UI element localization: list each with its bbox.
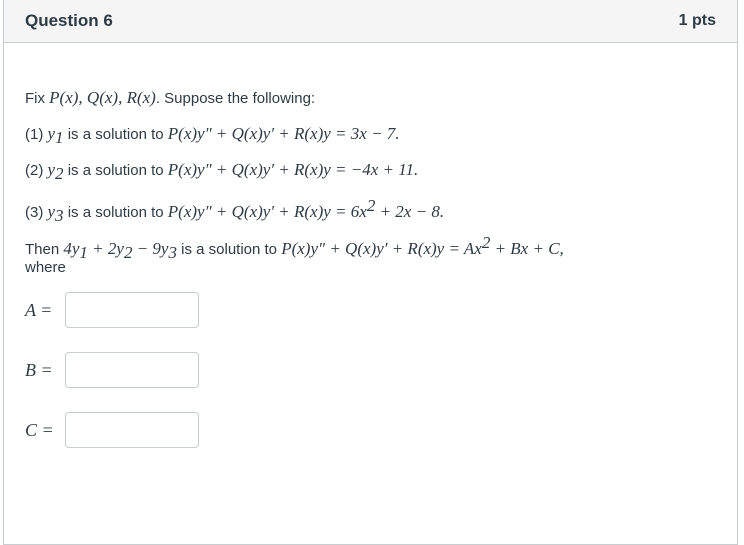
then-text: Then [25, 241, 64, 258]
intro-tail: . Suppose the following: [155, 90, 316, 107]
then-math: − 9y [132, 239, 169, 258]
prompt-item-2 [25, 160, 418, 184]
then-equation: P(x)y″ + Q(x)y′ + R(x)y = Ax [281, 239, 482, 258]
answer-row-a [25, 292, 199, 328]
prompt-item-1 [25, 124, 400, 148]
item-equation-sup: 2 [366, 196, 376, 215]
answer-input-a[interactable] [65, 292, 199, 328]
prompt-intro [25, 88, 315, 108]
question-card [3, 0, 738, 545]
then-mid: is a solution to [176, 241, 282, 258]
item-mid: is a solution to [63, 162, 168, 179]
then-sub: 1 [79, 243, 88, 262]
then-equation-sup: 2 [481, 233, 491, 252]
item-mid: is a solution to [63, 126, 168, 143]
item-prefix: (3) [25, 204, 48, 221]
item-equation: P(x)y″ + Q(x)y′ + R(x)y = 6x [167, 202, 367, 221]
item-sub: 2 [55, 164, 64, 183]
item-prefix: (2) [25, 162, 48, 179]
item-prefix: (1) [25, 126, 48, 143]
question-header [4, 0, 737, 43]
item-var: y [47, 202, 56, 221]
then-sub: 3 [168, 243, 177, 262]
then-equation-tail: + Bx + C, [490, 239, 564, 258]
question-title: Question 6 [25, 11, 113, 30]
question-points: 1 pts [678, 12, 716, 29]
item-sub: 1 [55, 128, 64, 147]
answer-label-c: C = [25, 419, 54, 440]
item-equation-tail: + 2x − 8. [375, 202, 445, 221]
answer-input-b[interactable] [65, 352, 199, 388]
prompt-where: where [25, 259, 66, 276]
prompt-item-3 [25, 196, 444, 226]
item-var: y [47, 124, 56, 143]
answer-row-c [25, 412, 199, 448]
item-equation: P(x)y″ + Q(x)y′ + R(x)y = −4x + 11. [167, 160, 419, 179]
intro-math: P(x), Q(x), R(x) [49, 88, 156, 107]
answer-row-b [25, 352, 199, 388]
item-sub: 3 [55, 206, 64, 225]
answer-label-b: B = [25, 359, 53, 380]
then-sub: 2 [123, 243, 133, 262]
answer-label-a: A = [25, 299, 53, 320]
item-equation: P(x)y″ + Q(x)y′ + R(x)y = 3x − 7. [167, 124, 400, 143]
then-math: + 2y [87, 239, 124, 258]
intro-text: Fix [25, 90, 50, 107]
item-var: y [47, 160, 56, 179]
prompt-conclusion [25, 233, 564, 263]
then-math: 4y [63, 239, 80, 258]
answer-input-c[interactable] [65, 412, 199, 448]
item-mid: is a solution to [63, 204, 168, 221]
